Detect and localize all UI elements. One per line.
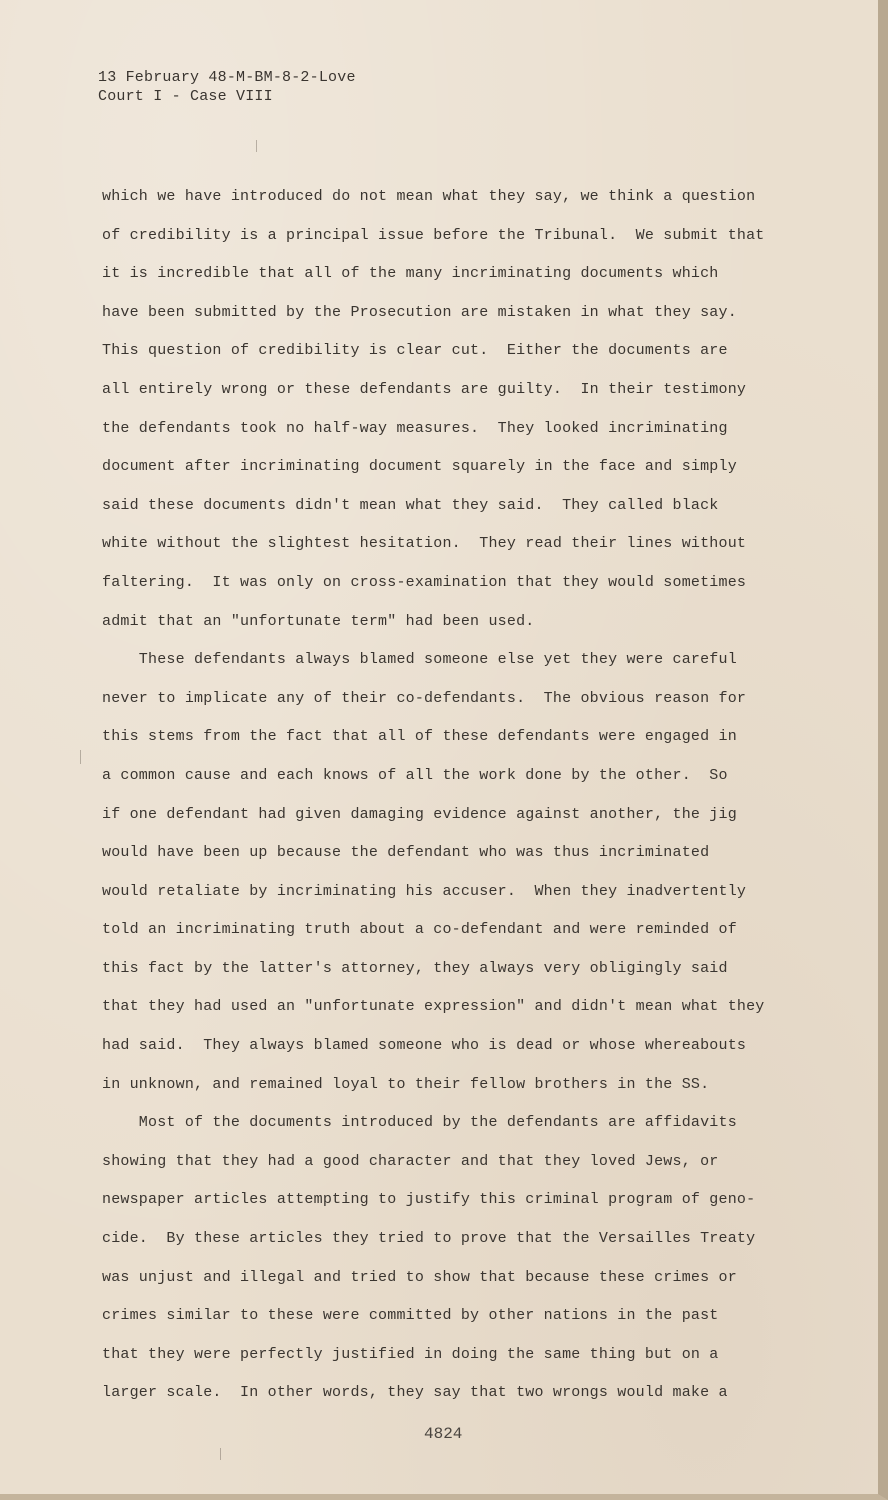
text-line: larger scale. In other words, they say that two wrongs would make a	[102, 1384, 728, 1402]
page-number: 4824	[424, 1425, 463, 1443]
text-line: that they had used an "unfortunate expression" and didn't mean what they	[102, 998, 765, 1016]
text-line: that they were perfectly justified in doing the same thing but on a	[102, 1345, 719, 1363]
text-line: told an incriminating truth about a co-defendant and were reminded of	[102, 921, 737, 939]
text-line: These defendants always blamed someone else yet they were careful	[102, 651, 737, 669]
text-line: this stems from the fact that all of these defendants were engaged in	[102, 728, 737, 746]
paper-mark	[256, 140, 257, 152]
text-line: in unknown, and remained loyal to their fellow brothers in the SS.	[102, 1075, 710, 1093]
text-line: would have been up because the defendant who was thus incriminated	[102, 844, 710, 862]
text-line: this fact by the latter's attorney, they always very obligingly said	[102, 959, 728, 977]
body-text	[102, 178, 802, 1413]
text-line: Most of the documents introduced by the defendants are affidavits	[102, 1114, 737, 1132]
text-line: which we have introduced do not mean what they say, we think a question	[102, 188, 756, 205]
text-line: the defendants took no half-way measures. They looked incriminating	[102, 419, 728, 437]
text-line: newspaper articles attempting to justify this criminal program of geno-	[102, 1191, 756, 1209]
text-line: if one defendant had given damaging evidence against another, the jig	[102, 805, 737, 823]
text-line: admit that an "unfortunate term" had been used.	[102, 612, 535, 630]
text-line: never to implicate any of their co-defendants. The obvious reason for	[102, 689, 747, 707]
document-header	[98, 68, 356, 106]
header-date-reference: 13 February 48-M-BM-8-2-Love	[98, 69, 356, 86]
text-line: have been submitted by the Prosecution are mistaken in what they say.	[102, 303, 737, 321]
text-line: all entirely wrong or these defendants are guilty. In their testimony	[102, 380, 747, 398]
text-line: a common cause and each knows of all the work done by the other. So	[102, 766, 728, 784]
text-line: document after incriminating document squarely in the face and simply	[102, 458, 737, 476]
text-line: showing that they had a good character and that they loved Jews, or	[102, 1152, 719, 1170]
text-line: it is incredible that all of the many incriminating documents which	[102, 265, 719, 283]
header-court-case: Court I - Case VIII	[98, 88, 273, 105]
paper-mark	[220, 1448, 221, 1460]
text-line: of credibility is a principal issue before the Tribunal. We submit that	[102, 226, 765, 244]
text-line: faltering. It was only on cross-examination that they would sometimes	[102, 573, 747, 591]
text-line: crimes similar to these were committed by other nations in the past	[102, 1307, 719, 1325]
text-line: white without the slightest hesitation. They read their lines without	[102, 535, 747, 553]
text-line: said these documents didn't mean what they said. They called black	[102, 496, 719, 514]
text-line: cide. By these articles they tried to prove that the Versailles Treaty	[102, 1230, 756, 1248]
text-line: would retaliate by incriminating his accuser. When they inadvertently	[102, 882, 747, 900]
text-line: This question of credibility is clear cut. Either the documents are	[102, 342, 728, 360]
paper-mark	[80, 750, 81, 764]
text-line: was unjust and illegal and tried to show that because these crimes or	[102, 1268, 737, 1286]
text-line: had said. They always blamed someone who is dead or whose whereabouts	[102, 1037, 747, 1055]
